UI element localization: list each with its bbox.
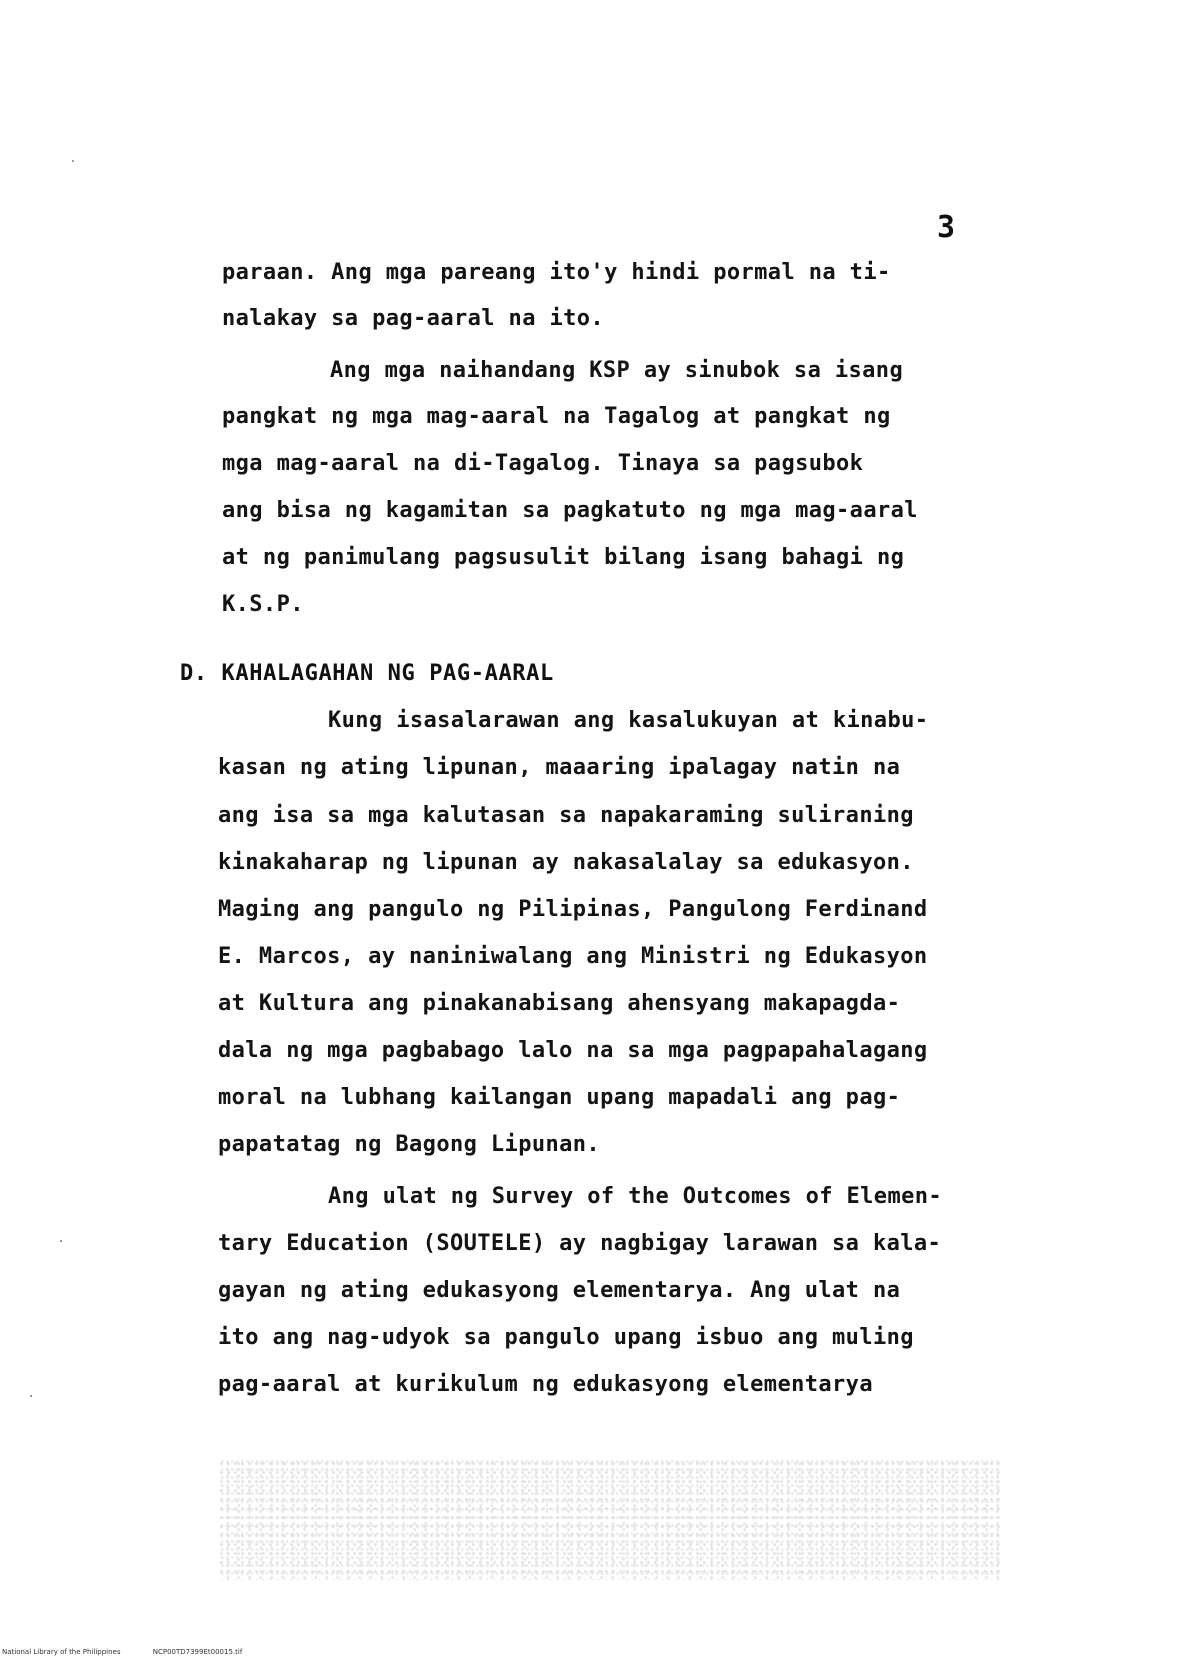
paragraph-2-line: mga mag-aaral na di-Tagalog. Tinaya sa pagsubok <box>222 451 864 476</box>
paragraph-1-line: paraan. Ang mga pareang ito'y hindi pormal na ti- <box>222 260 891 285</box>
footer-library: National Library of the Philippines <box>2 1648 121 1656</box>
paragraph-2-line: pangkat ng mga mag-aaral na Tagalog at pangkat ng <box>222 404 891 429</box>
paragraph-2-line: Ang mga naihandang KSP ay sinubok sa isang <box>330 358 904 383</box>
paragraph-1-line: nalakay sa pag-aaral na ito. <box>222 306 605 331</box>
paragraph-3-line: at Kultura ang pinakanabisang ahensyang makapagda- <box>218 991 901 1016</box>
paragraph-4-line: tary Education (SOUTELE) ay nagbigay larawan sa kala- <box>218 1231 942 1256</box>
scan-speck <box>60 1240 62 1242</box>
paragraph-2-line: K.S.P. <box>222 592 304 617</box>
scan-footer <box>2 1648 272 1656</box>
paragraph-3-line: kinakaharap ng lipunan ay nakasalalay sa edukasyon. <box>218 850 914 875</box>
paragraph-3-line: kasan ng ating lipunan, maaaring ipalagay natin na <box>218 755 901 780</box>
page-number: 3 <box>937 210 956 245</box>
paragraph-3-line: dala ng mga pagbabago lalo na sa mga pagpapahalagang <box>218 1038 928 1063</box>
paragraph-3-line: Maging ang pangulo ng Pilipinas, Pangulong Ferdinand <box>218 897 928 922</box>
paragraph-3-line: ang isa sa mga kalutasan sa napakaraming suliraning <box>218 803 914 828</box>
paragraph-4-line: Ang ulat ng Survey of the Outcomes of Elemen- <box>328 1184 943 1209</box>
scan-speck <box>30 1395 32 1397</box>
paragraph-4-line: gayan ng ating edukasyong elementarya. Ang ulat na <box>218 1278 901 1303</box>
section-heading: D. KAHALAGAHAN NG PAG-AARAL <box>180 661 554 686</box>
paragraph-3-line: Kung isasalarawan ang kasalukuyan at kinabu- <box>328 708 929 733</box>
scan-noise <box>220 1460 1000 1580</box>
paragraph-3-line: moral na lubhang kailangan upang mapadali ang pag- <box>218 1085 901 1110</box>
paragraph-2-line: at ng panimulang pagsusulit bilang isang bahagi ng <box>222 545 905 570</box>
paragraph-2-line: ang bisa ng kagamitan sa pagkatuto ng mga mag-aaral <box>222 498 918 523</box>
footer-file-id: NCP00TD7399Et00015.tif <box>152 1648 243 1656</box>
paragraph-4-line: ito ang nag-udyok sa pangulo upang isbuo ang muling <box>218 1325 914 1350</box>
paragraph-3-line: E. Marcos, ay naniniwalang ang Ministri ng Edukasyon <box>218 944 928 969</box>
paragraph-4-line: pag-aaral at kurikulum ng edukasyong elementarya <box>218 1372 873 1397</box>
scan-speck <box>72 160 74 162</box>
paragraph-3-line: papatatag ng Bagong Lipunan. <box>218 1132 601 1157</box>
